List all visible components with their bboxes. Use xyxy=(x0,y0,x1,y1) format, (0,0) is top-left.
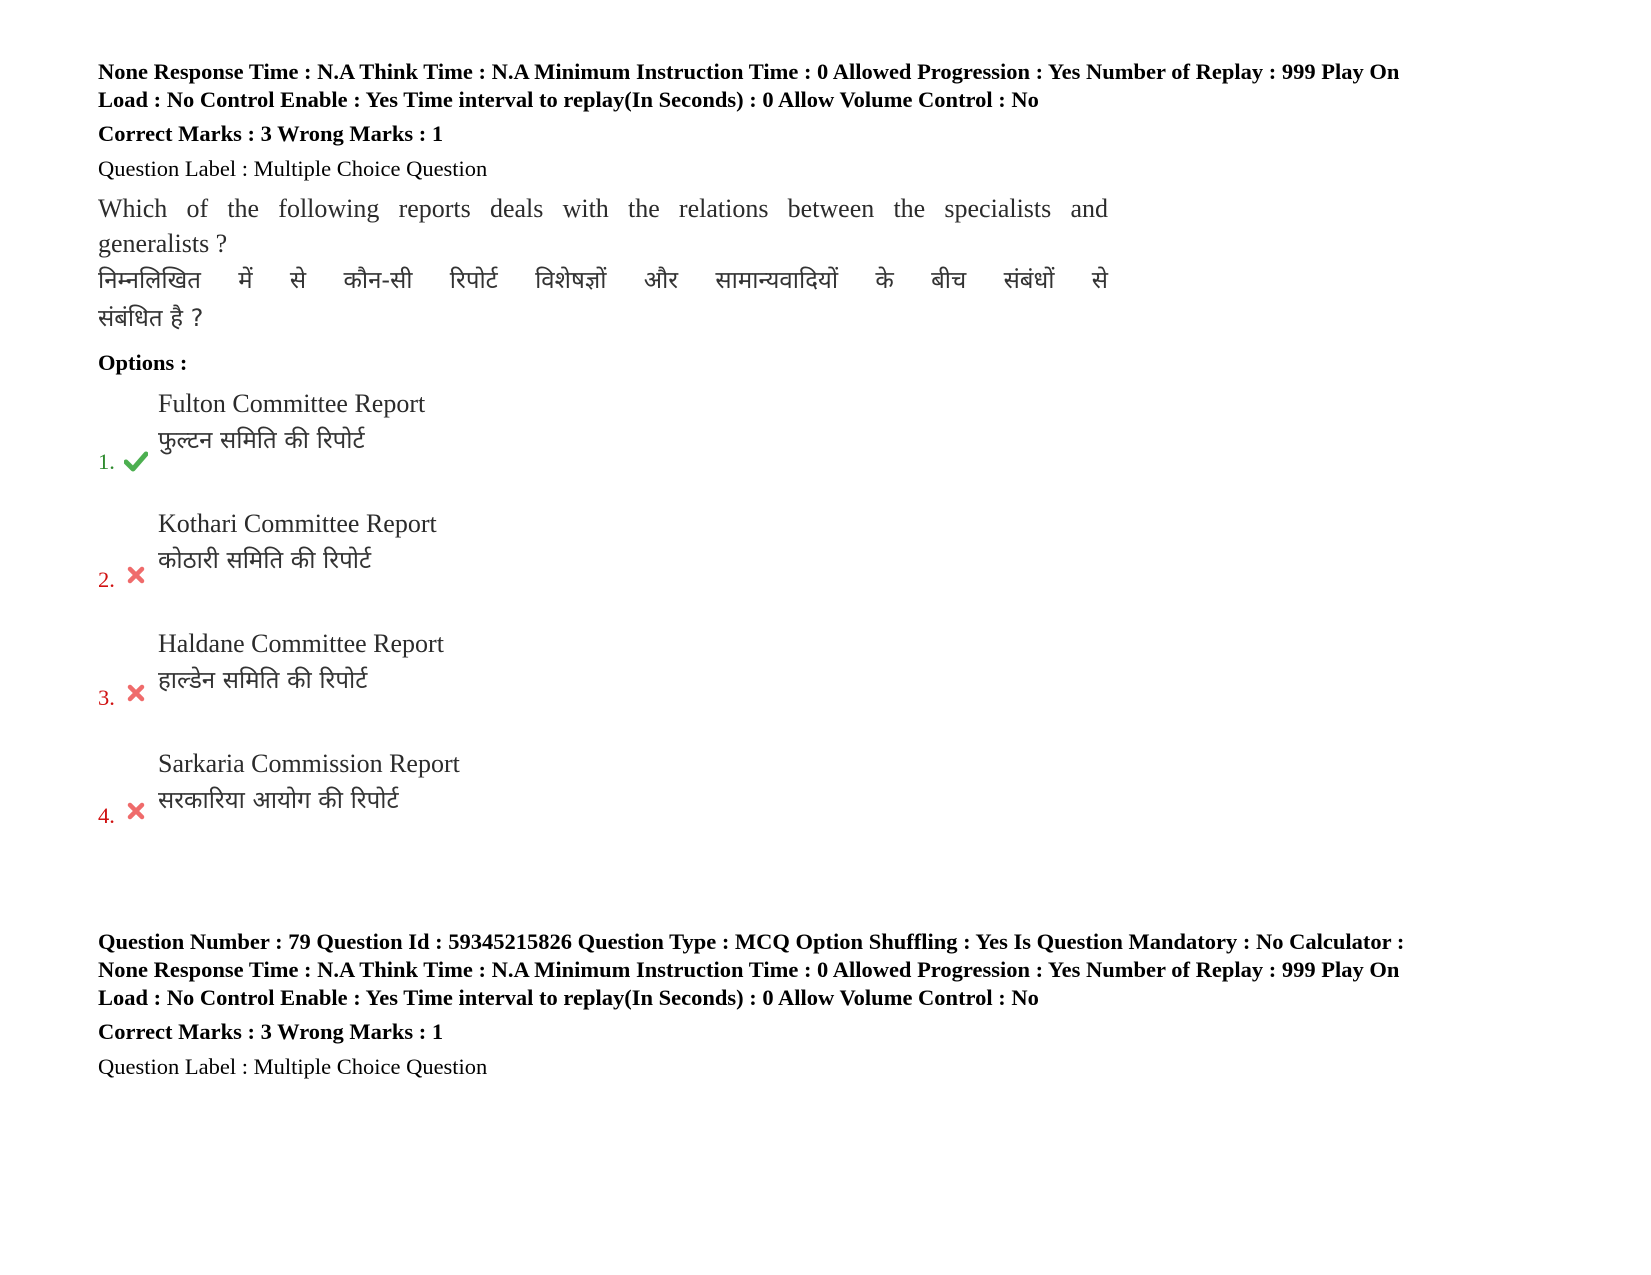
option-number: 2. xyxy=(98,567,115,592)
option-number: 3. xyxy=(98,685,115,710)
meta-line: None Response Time : N.A Think Time : N.A Minimum Instruction Time : 0 Allowed Progression : Yes Number of Replay : 999 Play On xyxy=(98,59,1400,84)
option-number: 1. xyxy=(98,449,115,474)
option-4[interactable] xyxy=(98,747,1558,867)
option-en: Haldane Committee Report xyxy=(158,629,444,658)
marks-info: Correct Marks : 3 Wrong Marks : 1 xyxy=(98,121,444,146)
question-meta xyxy=(98,928,1558,1012)
question-text xyxy=(98,191,1108,337)
meta-line: None Response Time : N.A Think Time : N.A Minimum Instruction Time : 0 Allowed Progression : Yes Number of Replay : 999 Play On xyxy=(98,957,1400,982)
option-text xyxy=(158,387,425,459)
option-hi: फुल्टन समिति की रिपोर्ट xyxy=(158,426,365,454)
option-text xyxy=(158,507,437,579)
option-en: Fulton Committee Report xyxy=(158,389,426,418)
option-1[interactable] xyxy=(98,387,1558,507)
option-3[interactable] xyxy=(98,627,1558,747)
question-meta xyxy=(98,58,1558,114)
option-hi: हाल्डेन समिति की रिपोर्ट xyxy=(158,666,368,694)
check-icon xyxy=(124,449,148,473)
cross-icon xyxy=(124,563,148,587)
option-text xyxy=(158,747,460,819)
question-label: Question Label : Multiple Choice Question xyxy=(98,156,488,181)
option-hi: सरकारिया आयोग की रिपोर्ट xyxy=(158,786,399,814)
option-number: 4. xyxy=(98,803,115,828)
question-block-2 xyxy=(98,928,1558,1081)
meta-line: Question Number : 79 Question Id : 59345215826 Question Type : MCQ Option Shuffling : Yes Is Question Mandatory : No Calculator : xyxy=(98,929,1405,954)
option-en: Sarkaria Commission Report xyxy=(158,749,460,778)
option-en: Kothari Committee Report xyxy=(158,509,437,538)
meta-line: Load : No Control Enable : Yes Time interval to replay(In Seconds) : 0 Allow Volume Control : No xyxy=(98,985,1039,1010)
option-hi: कोठारी समिति की रिपोर्ट xyxy=(158,546,372,574)
question-en-line: generalists ? xyxy=(98,229,228,258)
question-block-1 xyxy=(98,58,1558,867)
option-text xyxy=(158,627,444,699)
option-2[interactable] xyxy=(98,507,1558,627)
meta-line: Load : No Control Enable : Yes Time interval to replay(In Seconds) : 0 Allow Volume Control : No xyxy=(98,87,1039,112)
cross-icon xyxy=(124,799,148,823)
options-heading: Options : xyxy=(98,350,188,375)
question-hi-line: संबंधित है ? xyxy=(98,304,204,332)
cross-icon xyxy=(124,681,148,705)
question-label: Question Label : Multiple Choice Question xyxy=(98,1054,488,1079)
options-list xyxy=(98,387,1558,867)
marks-info: Correct Marks : 3 Wrong Marks : 1 xyxy=(98,1019,444,1044)
question-en-line: Which of the following reports deals with the relations between the specialists and xyxy=(98,194,1108,223)
question-hi-line: निम्नलिखित में से कौन-सी रिपोर्ट विशेषज्ञों और सामान्यवादियों के बीच संबंधों से xyxy=(98,266,1108,294)
